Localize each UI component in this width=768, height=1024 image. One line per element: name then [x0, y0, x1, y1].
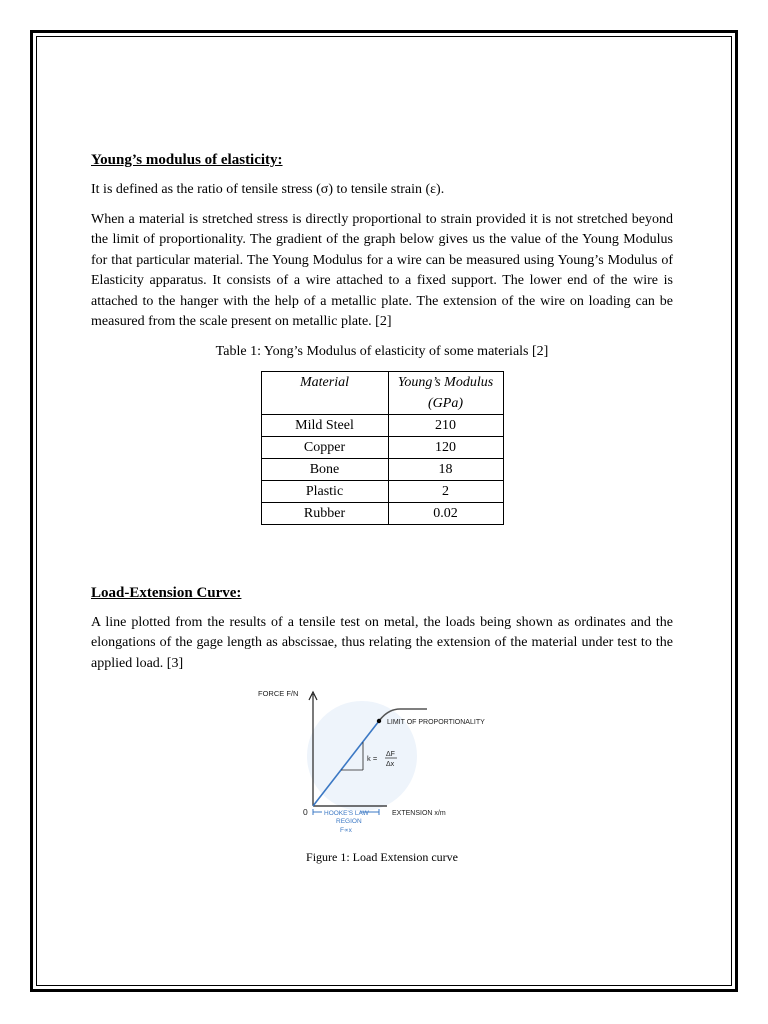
table-row — [261, 480, 503, 502]
table-header-row — [261, 371, 503, 414]
youngs-modulus-table — [261, 371, 504, 525]
cell-material: Rubber — [261, 502, 388, 524]
figure-caption: Figure 1: Load Extension curve — [306, 850, 458, 864]
limit-point — [377, 719, 381, 723]
header-youngs-modulus: Young’s Modulus (GPa) — [388, 371, 503, 414]
table-row — [261, 436, 503, 458]
hookes-law-label: HOOKE'S LAW — [324, 810, 369, 817]
cell-material: Bone — [261, 458, 388, 480]
cell-value: 120 — [388, 436, 503, 458]
gradient-k-label: k = — [367, 754, 378, 763]
cell-material: Plastic — [261, 480, 388, 502]
figure-watermark — [307, 701, 417, 811]
table-row — [261, 414, 503, 436]
cell-value: 0.02 — [388, 502, 503, 524]
limit-of-proportionality-label: LIMIT OF PROPORTIONALITY — [387, 719, 485, 726]
cell-value: 18 — [388, 458, 503, 480]
load-extension-paragraph: A line plotted from the results of a tensile test on metal, the loads being shown as ordinates and the elongations of the gage length as abscissae, thus relating the extension of the material under test to the applied load. [3] — [91, 614, 673, 671]
origin-label: 0 — [303, 807, 308, 817]
page-content — [91, 150, 673, 865]
youngs-modulus-heading: Young’s modulus of elasticity: — [91, 152, 283, 168]
load-extension-heading: Load-Extension Curve: — [91, 584, 242, 601]
table-caption: Table 1: Yong’s Modulus of elasticity of some materials [2] — [215, 343, 549, 359]
load-extension-figure — [252, 684, 512, 844]
header-material: Material — [261, 371, 388, 414]
cell-material: Mild Steel — [261, 414, 388, 436]
y-axis-label: FORCE F/N — [258, 689, 299, 698]
gradient-numerator: ΔF — [386, 751, 395, 758]
gradient-denominator: Δx — [386, 761, 395, 768]
table-row — [261, 502, 503, 524]
cell-value: 210 — [388, 414, 503, 436]
cell-value: 2 — [388, 480, 503, 502]
proportionality-label: F∝x — [340, 827, 352, 834]
region-label: REGION — [336, 818, 362, 825]
x-axis-label: EXTENSION x/m — [392, 810, 446, 817]
youngs-modulus-paragraph: When a material is stretched stress is directly proportional to strain provided it is not stretched beyond the limit of proportionality. The gradient of the graph below gives us the value of the Young Modulus for that particular material. The Young Modulus for a wire can be measured using Young’s Modulus of Elasticity apparatus. It consists of a wire attached to a fixed support. The lower end of the wire is attached to the hanger with the help of a metallic plate. The extension of the wire on loading can be measured from the scale present on metallic plate. [2] — [91, 211, 673, 329]
definition-text: It is defined as the ratio of tensile stress (σ) to tensile strain (ε). — [91, 182, 445, 197]
table-row — [261, 458, 503, 480]
cell-material: Copper — [261, 436, 388, 458]
